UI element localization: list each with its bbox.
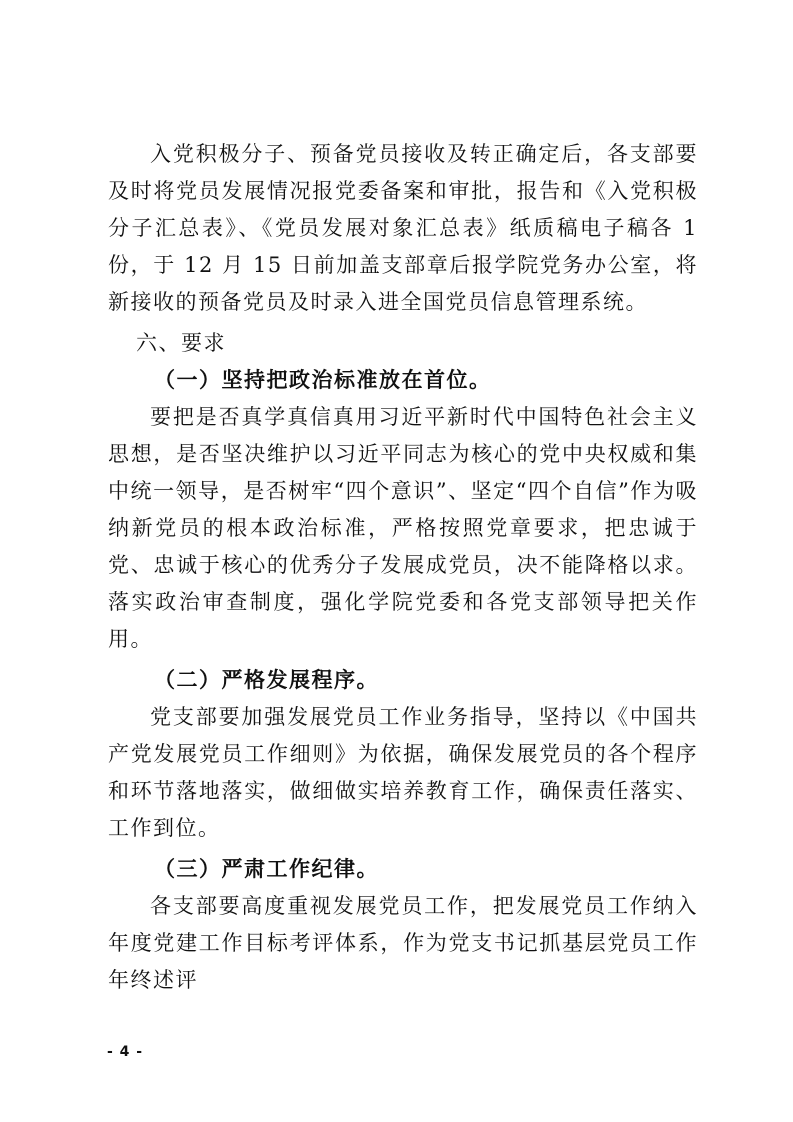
subsection-heading-work-discipline: （三）严肃工作纪律。 [154,857,379,881]
subsection-heading-strict-procedure: （二）严格发展程序。 [154,668,379,692]
paragraph-party-development-report: 入党积极分子、预备党员接收及转正确定后，各支部要及时将党员发展情况报党委备案和审批，报告和《入党积极分子汇总表》、《党员发展对象汇总表》纸质稿电子稿各 1 份，于 12 月 15 日前加盖支部章后报学院党务办公室，将新接收的预备党员及时录入进全国党员信息管理系统。 [108,142,698,314]
document-body [108,136,698,999]
paragraph-political-standard: 要把是否真学真信真用习近平新时代中国特色社会主义思想，是否坚决维护以习近平同志为核心的党中央权威和集中统一领导，是否树牢“四个意识”、坚定“四个自信”作为吸纳新党员的根本政治标准，严格按照党章要求，把忠诚于党、忠诚于核心的优秀分子发展成党员，决不能降格以求。落实政治审查制度，强化学院党委和各党支部领导把关作用。 [108,405,698,651]
page-number: - 4 - [107,1044,144,1060]
paragraph-work-discipline: 各支部要高度重视发展党员工作，把发展党员工作纳入年度党建工作目标考评体系，作为党支书记抓基层党员工作年终述评 [108,894,698,992]
subsection-heading-political-standard: （一）坚持把政治标准放在首位。 [154,368,492,392]
section-heading-requirements: 六、要求 [136,331,226,355]
paragraph-strict-procedure: 党支部要加强发展党员工作业务指导，坚持以《中国共产党发展党员工作细则》为依据，确保发展党员的各个程序和环节落地落实，做细做实培养教育工作，确保责任落实、工作到位。 [108,705,698,840]
